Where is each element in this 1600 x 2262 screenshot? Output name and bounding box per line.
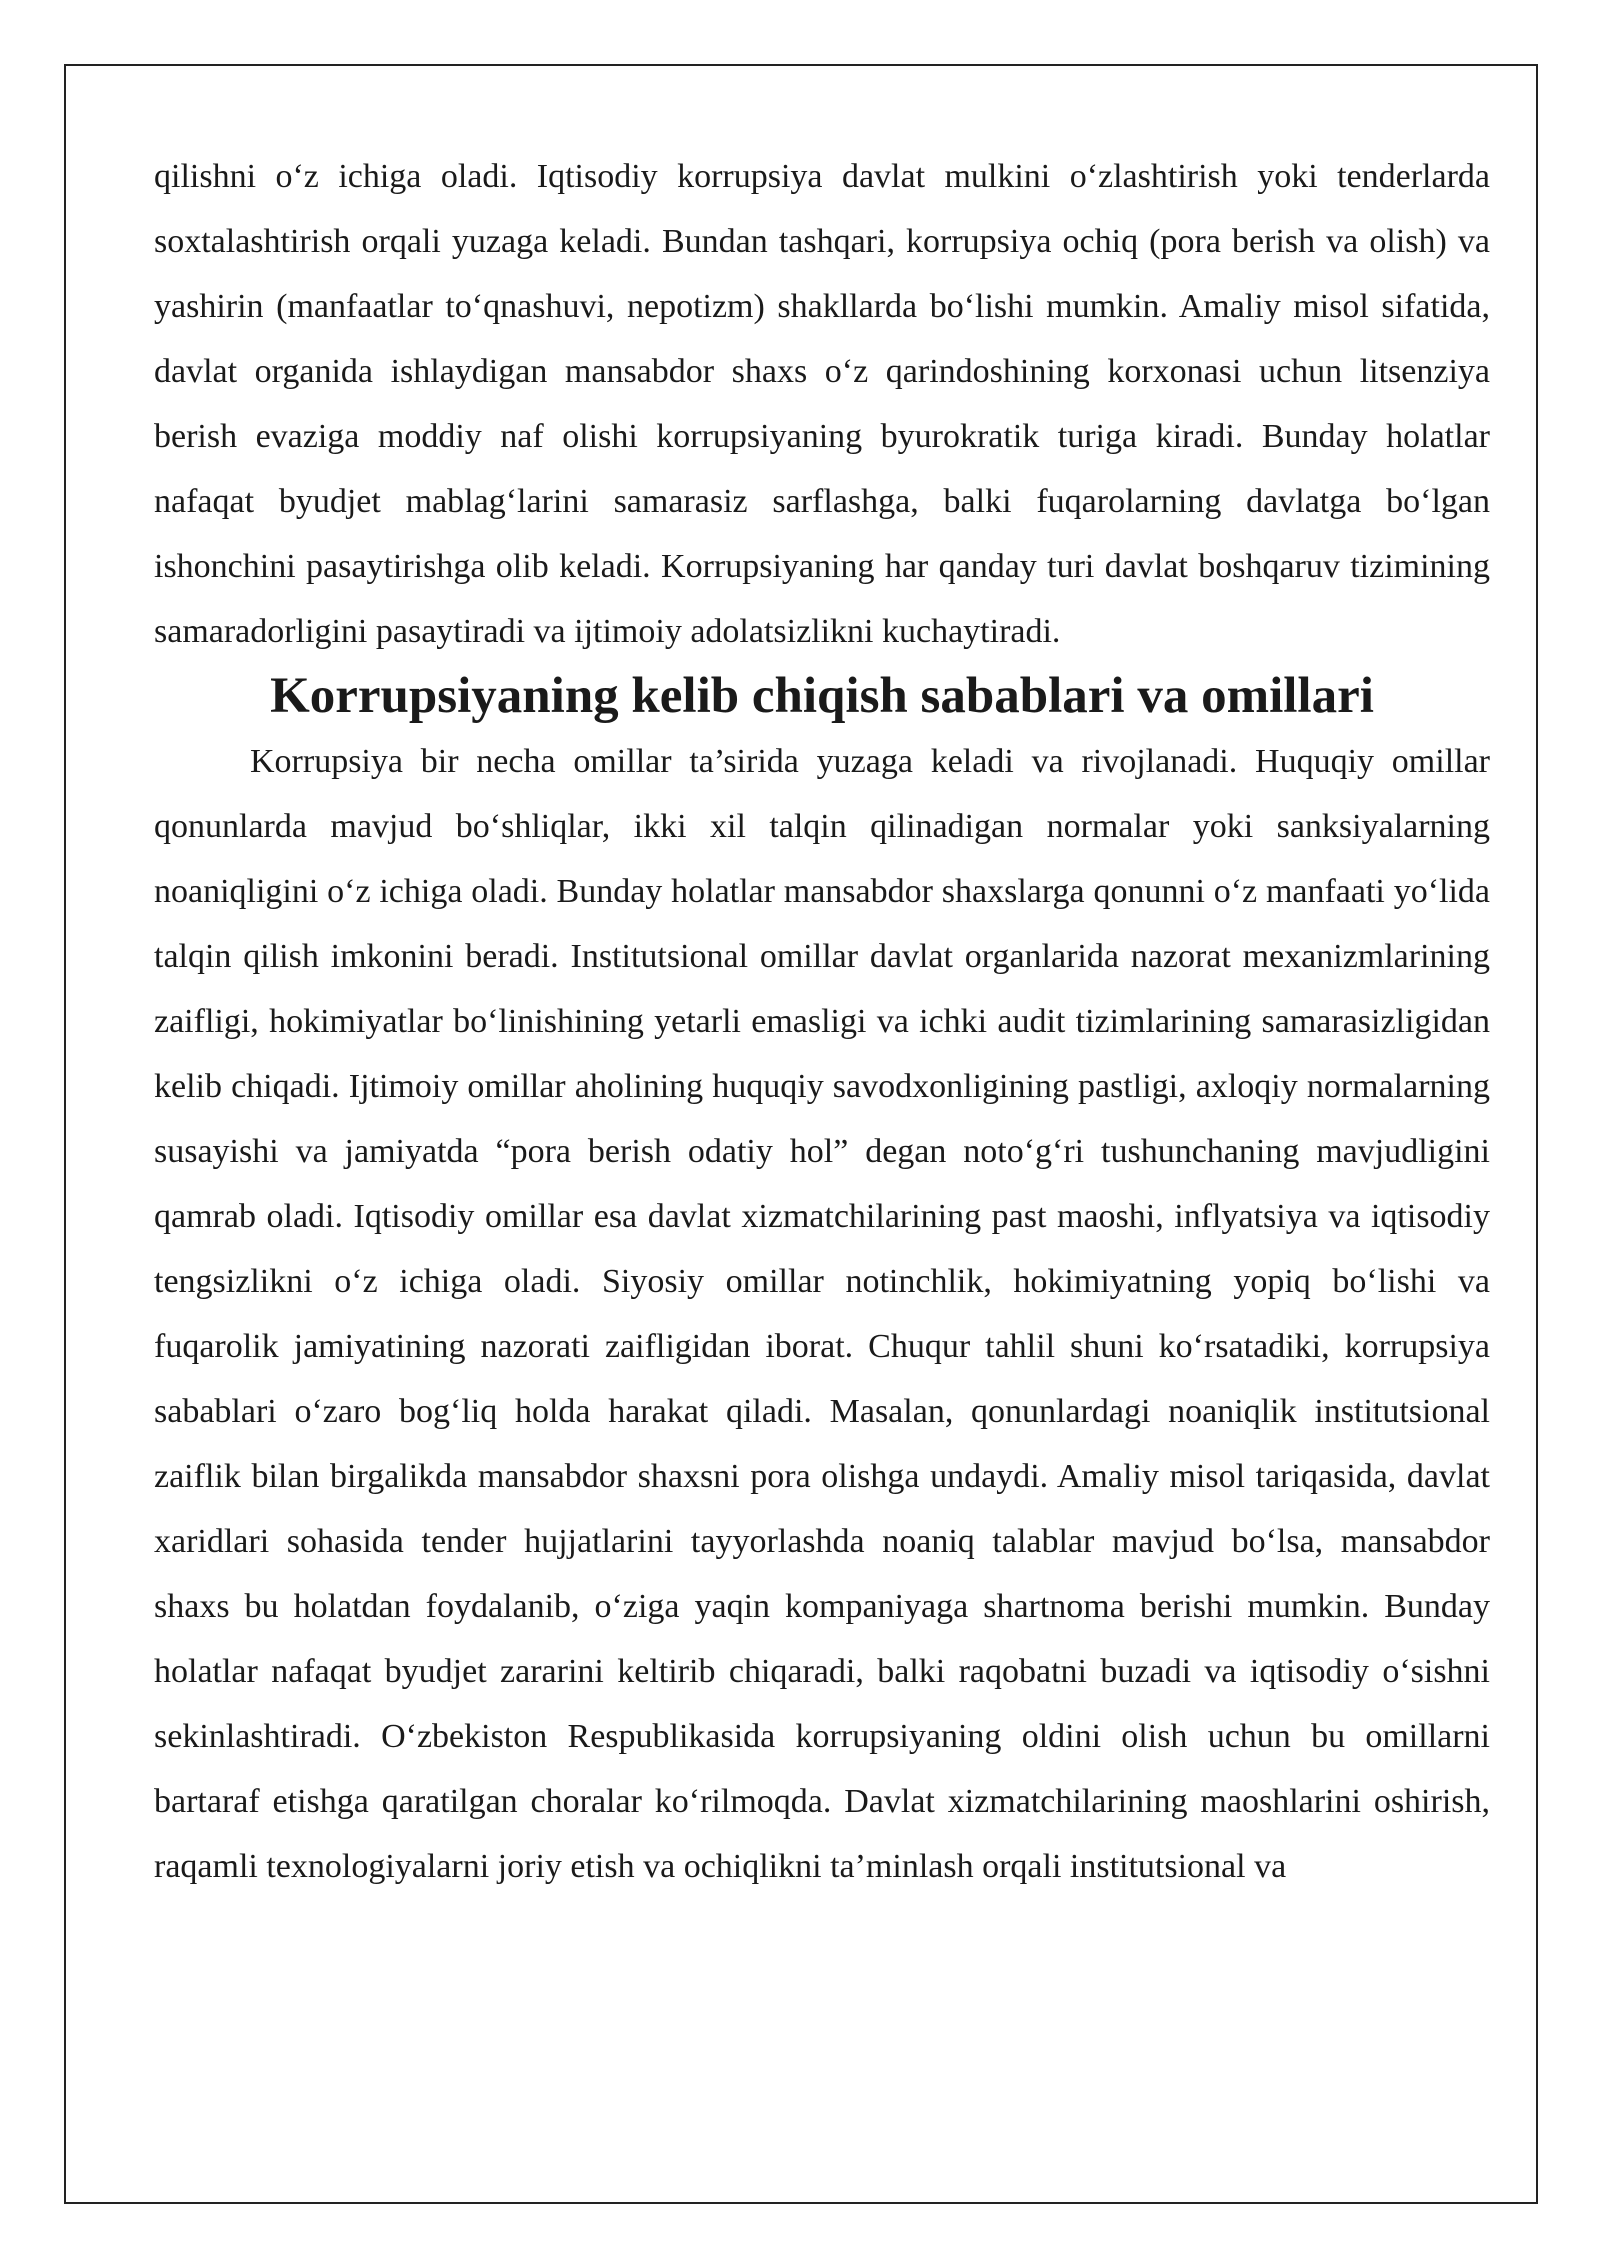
document-body [154,144,1490,1899]
paragraph-2: Korrupsiya bir necha omillar ta’sirida yuzaga keladi va rivojlanadi. Huquqiy omillar qonunlarda mavjud bo‘shliqlar, ikki xil talqin qilinadigan normalar yoki sanksiyalarning noaniqligini o‘z ichiga oladi. Bunday holatlar mansabdor shaxslarga qonunni o‘z manfaati yo‘lida talqin qilish imkonini beradi. Institutsional omillar davlat organlarida nazorat mexanizmlarining zaifligi, hokimiyatlar bo‘linishining yetarli emasligi va ichki audit tizimlarining samarasizligidan kelib chiqadi. Ijtimoiy omillar aholining huquqiy savodxonligining pastligi, axloqiy normalarning susayishi va jamiyatda “pora berish odatiy hol” degan noto‘g‘ri tushunchaning mavjudligini qamrab oladi. Iqtisodiy omillar esa davlat xizmatchilarining past maoshi, inflyatsiya va iqtisodiy tengsizlikni o‘z ichiga oladi. Siyosiy omillar notinchlik, hokimiyatning yopiq bo‘lishi va fuqarolik jamiyatining nazorati zaifligidan iborat. Chuqur tahlil shuni ko‘rsatadiki, korrupsiya sabablari o‘zaro bog‘liq holda harakat qiladi. Masalan, qonunlardagi noaniqlik institutsional zaiflik bilan birgalikda mansabdor shaxsni pora olishga undaydi. Amaliy misol tariqasida, davlat xaridlari sohasida tender hujjatlarini tayyorlashda noaniq talablar mavjud bo‘lsa, mansabdor shaxs bu holatdan foydalanib, o‘ziga yaqin kompaniyaga shartnoma berishi mumkin. Bunday holatlar nafaqat byudjet zararini keltirib chiqaradi, balki raqobatni buzadi va iqtisodiy o‘sishni sekinlashtiradi. O‘zbekiston Respublikasida korrupsiyaning oldini olish uchun bu omillarni bartaraf etishga qaratilgan choralar ko‘rilmoqda. Davlat xizmatchilarining maoshlarini oshirish, raqamli texnologiyalarni joriy etish va ochiqlikni ta’minlash orqali institutsional va [154,743,1490,1885]
paragraph-1: qilishni o‘z ichiga oladi. Iqtisodiy korrupsiya davlat mulkini o‘zlashtirish yoki tenderlarda soxtalashtirish orqali yuzaga keladi. Bundan tashqari, korrupsiya ochiq (pora berish va olish) va yashirin (manfaatlar to‘qnashuvi, nepotizm) shakllarda bo‘lishi mumkin. Amaliy misol sifatida, davlat organida ishlaydigan mansabdor shaxs o‘z qarindoshining korxonasi uchun litsenziya berish evaziga moddiy naf olishi korrupsiyaning byurokratik turiga kiradi. Bunday holatlar nafaqat byudjet mablag‘larini samarasiz sarflashga, balki fuqarolarning davlatga bo‘lgan ishonchini pasaytirishga olib keladi. Korrupsiyaning har qanday turi davlat boshqaruv tizimining samaradorligini pasaytiradi va ijtimoiy adolatsizlikni kuchaytiradi. [154,158,1490,650]
section-heading: Korrupsiyaning kelib chiqish sabablari va omillari [270,668,1374,724]
